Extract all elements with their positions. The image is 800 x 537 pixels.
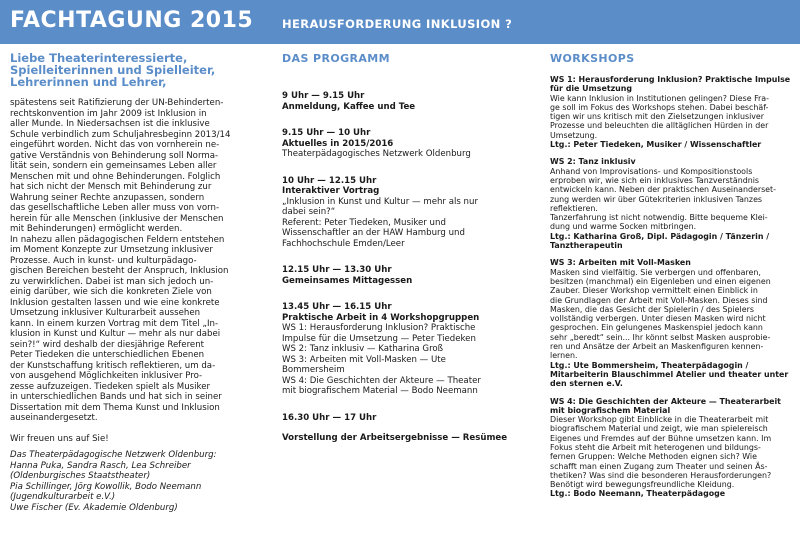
program-detail-line: WS 3: Arbeiten mit Voll-Masken — Ute bbox=[282, 354, 446, 365]
workshop-text-line: ren und Ansätze der Arbeit an Maskenfiguren kennen- bbox=[550, 342, 764, 352]
workshop-title: WS 4: Die Geschichten der Akteure — Theaterarbeit bbox=[550, 396, 781, 406]
workshop-item bbox=[550, 75, 790, 149]
header-banner bbox=[0, 0, 800, 44]
intro-text-line: Umsetzung inklusiver Kulturarbeit aussehen bbox=[10, 308, 201, 318]
workshops-column bbox=[550, 52, 790, 507]
workshop-text-line: biografischem Material und zeigt, wie man spielereisch bbox=[550, 424, 768, 434]
program-detail-line: Theaterpädagogisches Netzwerk Oldenburg bbox=[282, 149, 471, 159]
program-detail-line: mit biografischem Material — Bodo Neemann bbox=[282, 386, 478, 396]
workshop-item bbox=[550, 157, 790, 250]
intro-text-line: Prozesse. Auch in kunst- und kulturpädago- bbox=[10, 255, 197, 266]
workshop-item bbox=[550, 258, 790, 388]
intro-text-line: Peter Tiedeken die unterschiedlichen Ebenen bbox=[10, 350, 205, 360]
intro-text-line: das gesellschaftliche Leben aller muss von vorn- bbox=[10, 203, 220, 213]
program-column bbox=[282, 52, 528, 460]
program-item bbox=[282, 433, 528, 444]
workshop-lead: Ltg.: Katharina Groß, Dipl. Pädagogin / Tänzerin / Tanztherapeutin bbox=[550, 231, 770, 251]
program-list bbox=[282, 91, 528, 444]
program-detail-line: Referent: Peter Tiedeken, Musiker und bbox=[282, 217, 446, 228]
workshop-lead: Ltg.: Ute Bommersheim, Theaterpädagogin / Mitarbeiterin Blauschimmel Atelier und theater unter den sternen e.V. bbox=[550, 360, 789, 389]
intro-text-line: zesse aufzuzeigen. Tiedeken spielt als Musiker bbox=[10, 381, 211, 392]
program-detail-line: WS 4: Die Geschichten der Akteure — Theater bbox=[282, 375, 481, 386]
signer-line: Das Theaterpädagogische Netzwerk Oldenburg: bbox=[10, 450, 217, 460]
workshop-text-line: gesprochen. Ein gelungenes Maskenspiel jedoch kann bbox=[550, 323, 763, 333]
intro-text-line: herein für alle Menschen (inklusive der Menschen bbox=[10, 213, 224, 224]
workshop-title: für die Umsetzung bbox=[550, 84, 633, 94]
program-detail-line: WS 2: Tanz inklusiv — Katharina Groß bbox=[282, 344, 444, 354]
intro-column bbox=[10, 52, 260, 513]
intro-text-line: rechtskonvention im Jahr 2009 ist Inklusion in bbox=[10, 108, 207, 119]
workshop-text-line: sehr „beredt“ sein... Ihr könnt selbst Masken ausprobie- bbox=[550, 332, 771, 342]
program-detail-line: „Inklusion in Kunst und Kultur — mehr als nur bbox=[282, 196, 478, 207]
program-title: Aktuelles in 2015/2016 bbox=[282, 138, 394, 149]
intro-text-line: In nahezu allen pädagogischen Feldern entstehen bbox=[10, 234, 225, 245]
program-detail-line: dabei sein?“ bbox=[282, 207, 336, 217]
workshop-text-line: thetiken? Was sind die besonderen Herausforderungen? bbox=[550, 470, 772, 480]
workshop-text-line: Umsetzung. bbox=[550, 130, 598, 140]
program-detail-line: Fachhochschule Emden/Leer bbox=[282, 238, 405, 249]
program-item bbox=[282, 91, 528, 112]
program-title: Gemeinsames Mittagessen bbox=[282, 275, 413, 286]
workshop-text-line: die Grundlagen der Arbeit mit Voll-Masken. Dieses sind bbox=[550, 295, 768, 305]
intro-body bbox=[10, 98, 260, 424]
workshop-title: WS 1: Herausforderung Inklusion? Praktische Impulse bbox=[550, 75, 791, 84]
program-heading: DAS PROGRAMM bbox=[282, 52, 390, 65]
greeting-line: Lehrerinnen und Lehrer, bbox=[10, 75, 167, 89]
intro-text-line: sein?!“ wird deshalb der diesjährige Referent bbox=[10, 339, 205, 350]
program-time: 16.30 Uhr — 17 Uhr bbox=[282, 412, 377, 423]
program-detail-line: Wissenschaftler an der HAW Hamburg und bbox=[282, 228, 465, 238]
workshop-text-line: vollständig verbergen. Unter diesen Masken wird nicht bbox=[550, 314, 766, 324]
program-detail-line: WS 1: Herausforderung Inklusion? Praktische bbox=[282, 323, 476, 333]
workshop-lead: Ltg.: Peter Tiedeken, Musiker / Wissenschaftler bbox=[550, 140, 762, 150]
workshop-text-line: reflektieren. bbox=[550, 203, 598, 213]
intro-text-line: einig darüber, wie sich die konkreten Ziele von bbox=[10, 287, 212, 297]
workshop-text-line: fernen Gruppen: Welche Methoden eignen sich? Wie bbox=[550, 452, 757, 462]
intro-text-line: zu verwirklichen. Dabei ist man sich jedoch un- bbox=[10, 276, 214, 287]
workshop-text-line: Wie kann Inklusion in Institutionen gelingen? Diese Fra- bbox=[550, 93, 769, 103]
workshop-text-line: Zauber. Dieser Workshop vermittelt einen Einblick in bbox=[550, 286, 758, 296]
signers bbox=[10, 450, 260, 513]
greeting-line: Liebe Theaterinteressierte, bbox=[10, 51, 188, 65]
workshop-text-line: Fokus steht die Arbeit mit heterogenen und bildungs- bbox=[550, 442, 761, 452]
workshop-text-line: Masken, die das Gesicht der Spielerin / des Spielers bbox=[550, 304, 754, 314]
workshop-text-line: Eigenes und Fremdes auf der Bühne umsetzen kann. Im bbox=[550, 433, 772, 443]
workshop-text-line: besitzen (manchmal) ein Eigenleben und einen eigenen bbox=[550, 276, 771, 286]
greeting bbox=[10, 52, 260, 88]
intro-text-line: auseinandergesetzt. bbox=[10, 413, 98, 423]
workshops-heading: WORKSHOPS bbox=[550, 52, 635, 65]
program-title: Anmeldung, Kaffee und Tee bbox=[282, 101, 416, 112]
intro-text-line: klusion in Kunst und Kultur — mehr als nur dabei bbox=[10, 329, 221, 339]
workshop-text-line: schafft man einen Zugang zum Theater und seinen Äs- bbox=[550, 461, 768, 471]
intro-text-line: Menschen mit und ohne Behinderungen. Folglich bbox=[10, 171, 221, 182]
intro-text-line: hat sich nicht der Mensch mit Behinderung zur bbox=[10, 182, 212, 192]
signer-line: (Oldenburgisches Staatstheater) bbox=[10, 471, 151, 481]
workshop-list bbox=[550, 75, 790, 499]
workshop-text-line: erproben wir, wie sich ein inklusives Tanzverständnis bbox=[550, 175, 760, 185]
signer-line: (Jugendkulturarbeit e.V.) bbox=[10, 492, 116, 502]
program-time: 13.45 Uhr — 16.15 Uhr bbox=[282, 302, 392, 312]
program-time: 10 Uhr — 12.15 Uhr bbox=[282, 175, 377, 186]
program-time: 9.15 Uhr — 10 Uhr bbox=[282, 128, 371, 138]
workshop-text-line: Masken sind vielfältig. Sie verbergen und offenbaren, bbox=[550, 267, 761, 277]
intro-text-line: lität sein, sondern ein gemeinsames Leben aller bbox=[10, 161, 217, 171]
intro-text-line: in unterschiedlichen Bands und hat sich in seiner bbox=[10, 392, 222, 402]
workshop-text-line: zung werden wir über Gütekriterien inklusiven Tanzes bbox=[550, 194, 763, 204]
program-item bbox=[282, 413, 528, 424]
workshop-lead: Ltg.: Bodo Neemann, Theaterpädagoge bbox=[550, 489, 726, 499]
workshop-item bbox=[550, 397, 790, 499]
workshop-title: mit biografischem Material bbox=[550, 405, 671, 415]
program-title: Interaktiver Vortrag bbox=[282, 186, 380, 196]
greeting-line: Spielleiterinnen und Spielleiter, bbox=[10, 63, 216, 77]
workshop-text-line: Benötigt wird bewegungsfreundliche Kleidung. bbox=[550, 480, 735, 490]
intro-text-line: der Kunstschaffung kritisch reflektieren, um da- bbox=[10, 360, 216, 371]
program-time: Vorstellung der Arbeitsergebnisse — Resümee bbox=[282, 433, 508, 443]
program-item bbox=[282, 265, 528, 286]
intro-text-line: Wahrung seiner Rechte anzupassen, sondern bbox=[10, 192, 205, 203]
workshop-text-line: tigen wir uns kritisch mit den Zielsetzungen inklusiver bbox=[550, 112, 765, 122]
program-item bbox=[282, 176, 528, 250]
page-title: FACHTAGUNG 2015 bbox=[10, 8, 254, 33]
signer-line: Pia Schillinger, Jörg Kowollik, Bodo Neemann bbox=[10, 481, 202, 492]
intro-text-line: Dissertation mit dem Thema Kunst und Inklusion bbox=[10, 402, 220, 413]
workshop-text-line: lernen. bbox=[550, 351, 578, 361]
workshop-title: WS 2: Tanz inklusiv bbox=[550, 157, 636, 167]
workshop-text-line: Anhand von Improvisations- und Kompositionstools bbox=[550, 166, 753, 176]
program-item bbox=[282, 302, 528, 397]
intro-text-line: mit Behinderungen) ermöglicht werden. bbox=[10, 224, 183, 234]
intro-text-line: Inklusion gestalten lassen und wie eine konkrete bbox=[10, 297, 220, 308]
intro-text-line: von ausgehend Möglichkeiten inklusiver Pro- bbox=[10, 371, 203, 381]
page-subtitle: HERAUSFORDERUNG INKLUSION ? bbox=[282, 17, 513, 31]
signer-line: Hanna Puka, Sandra Rasch, Lea Schreiber bbox=[10, 460, 191, 471]
program-detail-line: Impulse für die Umsetzung — Peter Tiedeken bbox=[282, 333, 476, 344]
workshop-text-line: Tanzerfahrung ist nicht notwendig. Bitte bequeme Klei- bbox=[550, 213, 768, 223]
program-item bbox=[282, 128, 528, 160]
signer-line: Uwe Fischer (Ev. Akademie Oldenburg) bbox=[10, 502, 178, 513]
intro-text-line: kann. In einem kurzen Vortrag mit dem Titel „In- bbox=[10, 318, 219, 329]
intro-text-line: Schule verbindlich zum Schuljahresbeginn 2013/14 bbox=[10, 129, 231, 140]
program-time: 12.15 Uhr — 13.30 Uhr bbox=[282, 265, 392, 275]
workshop-title: WS 3: Arbeiten mit Voll-Masken bbox=[550, 258, 691, 268]
intro-text-line: im Moment Konzepte zur Umsetzung inklusiver bbox=[10, 245, 213, 255]
intro-text-line: gischen Bereichen besteht der Anspruch, Inklusion bbox=[10, 266, 229, 276]
thanks-text: Wir freuen uns auf Sie! bbox=[10, 433, 109, 444]
intro-text-line: eingeführt worden. Nicht das von vornherein ne- bbox=[10, 140, 220, 150]
intro-text-line: spätestens seit Ratifizierung der UN-Behinderten- bbox=[10, 98, 224, 108]
program-detail-line: Bommersheim bbox=[282, 365, 345, 375]
workshop-text-line: dung und warme Socken mitbringen. bbox=[550, 222, 697, 232]
workshop-text-line: Dieser Workshop gibt Einblicke in die Theaterarbeit mit bbox=[550, 415, 769, 425]
intro-text-line: gative Verständnis von Behinderung soll Norma- bbox=[10, 150, 219, 161]
intro-text-line: aller Munde. In Niedersachsen ist die inklusive bbox=[10, 119, 210, 129]
program-time: 9 Uhr — 9.15 Uhr bbox=[282, 91, 365, 101]
workshop-text-line: Prozesse und beleuchten die alltäglichen Hürden in der bbox=[550, 121, 769, 131]
workshop-text-line: ge soll im Fokus des Workshops stehen. Dabei beschäf- bbox=[550, 102, 769, 112]
workshop-text-line: entwickeln kann. Neben der praktischen Auseinanderset- bbox=[550, 185, 776, 195]
program-title: Praktische Arbeit in 4 Workshopgruppen bbox=[282, 312, 480, 323]
